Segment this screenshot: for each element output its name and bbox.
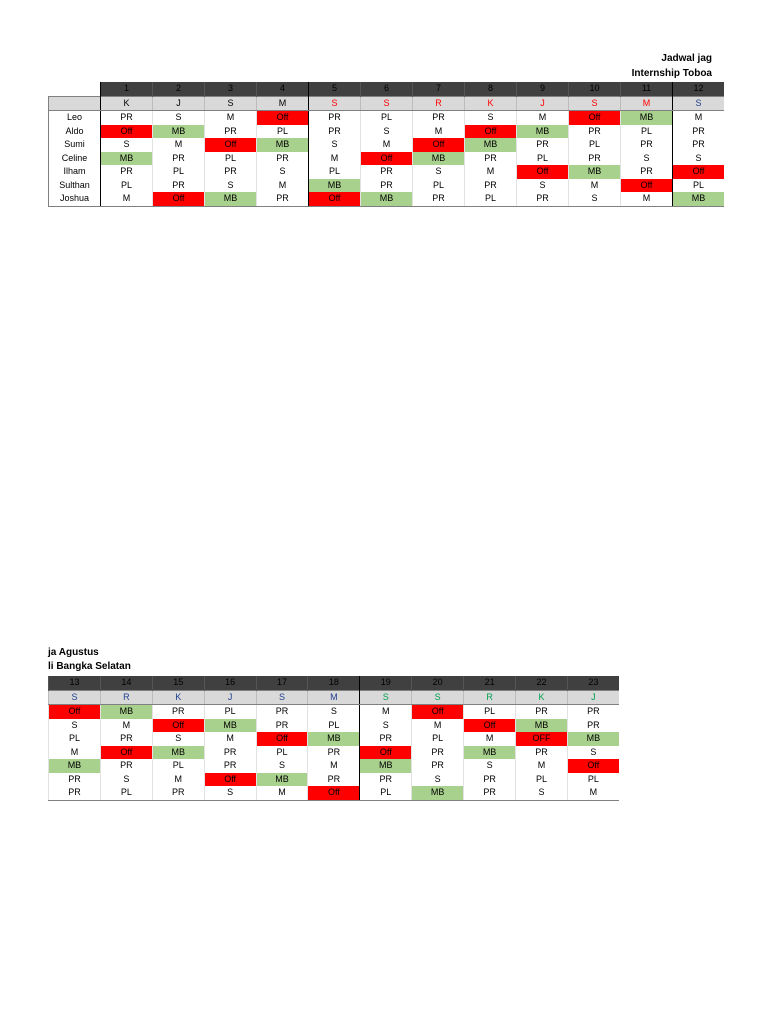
shift-cell[interactable]: S: [465, 111, 517, 125]
shift-cell[interactable]: PL: [257, 125, 309, 139]
shift-cell[interactable]: Off: [309, 192, 361, 206]
day-number-cell: 21: [464, 676, 516, 690]
shift-cell[interactable]: PR: [308, 773, 360, 787]
day-number-cell: 1: [101, 82, 153, 96]
shift-cell[interactable]: PR: [413, 111, 465, 125]
shift-cell[interactable]: PR: [464, 786, 516, 800]
day-number-cell: 15: [152, 676, 204, 690]
shift-cell[interactable]: S: [567, 746, 618, 760]
shift-cell[interactable]: PR: [516, 746, 568, 760]
shift-cell[interactable]: M: [361, 138, 413, 152]
shift-cell[interactable]: PR: [49, 773, 101, 787]
day-number-cell: 22: [516, 676, 568, 690]
shift-cell[interactable]: Off: [567, 759, 618, 773]
shift-cell[interactable]: M: [464, 732, 516, 746]
shift-cell[interactable]: S: [309, 138, 361, 152]
shift-cell[interactable]: PR: [361, 165, 413, 179]
shift-cell[interactable]: PR: [517, 138, 569, 152]
shift-cell[interactable]: M: [205, 111, 257, 125]
schedule-title-continued-line1: ja Agustus: [48, 647, 99, 658]
staff-name: Aldo: [49, 125, 101, 139]
staff-name: Leo: [49, 111, 101, 125]
shift-cell[interactable]: Off: [412, 705, 464, 719]
staff-row: [49, 111, 725, 125]
shift-cell[interactable]: M: [309, 152, 361, 166]
shift-cell[interactable]: S: [49, 719, 101, 733]
staff-row: [49, 786, 619, 800]
shift-cell[interactable]: S: [673, 152, 725, 166]
shift-cell[interactable]: MB: [517, 125, 569, 139]
day-number-cell: 16: [204, 676, 256, 690]
shift-cell[interactable]: PR: [361, 179, 413, 193]
shift-cell[interactable]: Off: [205, 138, 257, 152]
day-number-cell: 13: [49, 676, 101, 690]
schedule-table-part2: [48, 676, 619, 801]
shift-cell[interactable]: Off: [361, 152, 413, 166]
shift-cell[interactable]: PR: [569, 125, 621, 139]
shift-cell[interactable]: S: [412, 773, 464, 787]
shift-cell[interactable]: M: [49, 746, 101, 760]
shift-cell[interactable]: PL: [205, 152, 257, 166]
shift-cell[interactable]: S: [205, 179, 257, 193]
shift-cell[interactable]: PL: [256, 746, 308, 760]
shift-cell[interactable]: PR: [309, 111, 361, 125]
shift-cell[interactable]: Off: [360, 746, 412, 760]
day-number-row: [49, 676, 619, 690]
shift-cell[interactable]: MB: [465, 138, 517, 152]
shift-cell[interactable]: S: [464, 759, 516, 773]
shift-cell[interactable]: PL: [360, 786, 412, 800]
shift-cell[interactable]: S: [308, 705, 360, 719]
shift-cell[interactable]: S: [361, 125, 413, 139]
staff-name: Ilham: [49, 165, 101, 179]
shift-cell[interactable]: M: [517, 111, 569, 125]
day-number-cell: 7: [413, 82, 465, 96]
shift-cell[interactable]: MB: [100, 705, 152, 719]
shift-cell[interactable]: M: [621, 192, 673, 206]
shift-cell[interactable]: PL: [204, 705, 256, 719]
shift-cell[interactable]: M: [569, 179, 621, 193]
day-number-cell: 14: [100, 676, 152, 690]
shift-cell[interactable]: Off: [308, 786, 360, 800]
shift-cell[interactable]: MB: [153, 125, 205, 139]
staff-row: [49, 705, 619, 719]
weekday-cell: J: [204, 690, 256, 705]
schedule-title-continued-line2: li Bangka Selatan: [48, 661, 131, 672]
shift-cell[interactable]: PR: [465, 152, 517, 166]
shift-cell[interactable]: PR: [464, 773, 516, 787]
shift-cell[interactable]: PR: [100, 732, 152, 746]
shift-cell[interactable]: MB: [464, 746, 516, 760]
weekday-cell: K: [516, 690, 568, 705]
shift-cell[interactable]: PR: [49, 786, 101, 800]
shift-cell[interactable]: Off: [204, 773, 256, 787]
shift-cell[interactable]: S: [621, 152, 673, 166]
weekday-cell: S: [360, 690, 412, 705]
staff-row: [49, 773, 619, 787]
corner-cell: [49, 82, 101, 96]
shift-cell[interactable]: PR: [621, 165, 673, 179]
weekday-cell: S: [569, 96, 621, 111]
shift-cell[interactable]: PL: [309, 165, 361, 179]
shift-cell[interactable]: PR: [621, 138, 673, 152]
shift-cell[interactable]: S: [360, 719, 412, 733]
schedule-table-part1: [48, 82, 724, 207]
weekday-row: [49, 690, 619, 705]
shift-cell[interactable]: PL: [673, 179, 725, 193]
shift-cell[interactable]: M: [152, 773, 204, 787]
staff-name: Sumi: [49, 138, 101, 152]
shift-cell[interactable]: S: [153, 111, 205, 125]
shift-cell[interactable]: Off: [464, 719, 516, 733]
shift-cell[interactable]: MB: [567, 732, 618, 746]
weekday-cell: S: [49, 690, 101, 705]
shift-cell[interactable]: M: [100, 719, 152, 733]
weekday-cell: S: [205, 96, 257, 111]
shift-cell[interactable]: Off: [256, 732, 308, 746]
shift-cell[interactable]: MB: [360, 759, 412, 773]
weekday-cell: S: [256, 690, 308, 705]
shift-cell[interactable]: PR: [101, 111, 153, 125]
shift-cell[interactable]: S: [257, 165, 309, 179]
shift-cell[interactable]: S: [516, 786, 568, 800]
shift-cell[interactable]: PL: [464, 705, 516, 719]
weekday-cell: J: [153, 96, 205, 111]
shift-cell[interactable]: M: [465, 165, 517, 179]
shift-cell[interactable]: M: [204, 732, 256, 746]
shift-cell[interactable]: S: [101, 138, 153, 152]
day-number-cell: 19: [360, 676, 412, 690]
weekday-cell: M: [621, 96, 673, 111]
shift-cell[interactable]: S: [152, 732, 204, 746]
shift-cell[interactable]: PL: [101, 179, 153, 193]
day-number-cell: 2: [153, 82, 205, 96]
shift-cell[interactable]: Off: [152, 719, 204, 733]
shift-cell[interactable]: MB: [361, 192, 413, 206]
weekday-cell: S: [361, 96, 413, 111]
weekday-cell: J: [517, 96, 569, 111]
shift-cell[interactable]: PR: [153, 152, 205, 166]
shift-cell[interactable]: PR: [204, 746, 256, 760]
shift-cell[interactable]: MB: [49, 759, 101, 773]
shift-cell[interactable]: MB: [308, 732, 360, 746]
schedule-title-line1: Jadwal jag: [661, 53, 712, 64]
shift-cell[interactable]: PL: [100, 786, 152, 800]
shift-cell[interactable]: MB: [621, 111, 673, 125]
shift-cell[interactable]: OFF: [516, 732, 568, 746]
weekday-row: [49, 96, 725, 111]
shift-cell[interactable]: Off: [100, 746, 152, 760]
shift-cell[interactable]: PL: [517, 152, 569, 166]
shift-cell[interactable]: PL: [49, 732, 101, 746]
shift-cell[interactable]: PR: [360, 773, 412, 787]
shift-cell[interactable]: MB: [516, 719, 568, 733]
shift-cell[interactable]: MB: [205, 192, 257, 206]
weekday-cell: M: [257, 96, 309, 111]
shift-cell[interactable]: Off: [569, 111, 621, 125]
shift-cell[interactable]: M: [153, 138, 205, 152]
day-number-cell: 5: [309, 82, 361, 96]
shift-cell[interactable]: PR: [256, 705, 308, 719]
shift-cell[interactable]: PR: [100, 759, 152, 773]
shift-cell[interactable]: Off: [621, 179, 673, 193]
weekday-cell: S: [309, 96, 361, 111]
day-number-cell: 20: [412, 676, 464, 690]
weekday-cell: R: [413, 96, 465, 111]
shift-cell[interactable]: MB: [413, 152, 465, 166]
shift-cell[interactable]: MB: [569, 165, 621, 179]
weekday-cell: S: [412, 690, 464, 705]
staff-row: [49, 759, 619, 773]
shift-cell[interactable]: PR: [101, 165, 153, 179]
day-number-cell: 3: [205, 82, 257, 96]
shift-cell[interactable]: M: [257, 179, 309, 193]
shift-cell[interactable]: M: [101, 192, 153, 206]
shift-cell[interactable]: M: [516, 759, 568, 773]
shift-cell[interactable]: PR: [205, 125, 257, 139]
shift-cell[interactable]: PR: [413, 192, 465, 206]
shift-cell[interactable]: Off: [673, 165, 725, 179]
day-number-cell: 12: [673, 82, 725, 96]
shift-cell[interactable]: MB: [412, 786, 464, 800]
staff-row: [49, 179, 725, 193]
shift-cell[interactable]: S: [256, 759, 308, 773]
shift-cell[interactable]: MB: [673, 192, 725, 206]
shift-cell[interactable]: PR: [517, 192, 569, 206]
day-number-cell: 9: [517, 82, 569, 96]
shift-cell[interactable]: Off: [153, 192, 205, 206]
shift-cell[interactable]: S: [100, 773, 152, 787]
staff-row: [49, 746, 619, 760]
shift-cell[interactable]: M: [412, 719, 464, 733]
shift-cell[interactable]: Off: [517, 165, 569, 179]
shift-cell[interactable]: PR: [465, 179, 517, 193]
day-number-cell: 23: [567, 676, 618, 690]
shift-cell[interactable]: PR: [257, 152, 309, 166]
day-number-cell: 4: [257, 82, 309, 96]
shift-cell[interactable]: PR: [309, 125, 361, 139]
shift-cell[interactable]: PR: [256, 719, 308, 733]
shift-cell[interactable]: PR: [152, 786, 204, 800]
shift-cell[interactable]: Off: [413, 138, 465, 152]
shift-cell[interactable]: MB: [101, 152, 153, 166]
staff-row: [49, 732, 619, 746]
staff-row: [49, 192, 725, 206]
weekday-cell: R: [100, 690, 152, 705]
name-header-cell: [49, 96, 101, 111]
shift-cell[interactable]: PR: [204, 759, 256, 773]
shift-cell[interactable]: PL: [465, 192, 517, 206]
day-number-cell: 11: [621, 82, 673, 96]
day-number-row: [49, 82, 725, 96]
shift-cell[interactable]: MB: [309, 179, 361, 193]
shift-cell[interactable]: PL: [621, 125, 673, 139]
staff-row: [49, 719, 619, 733]
shift-cell[interactable]: MB: [204, 719, 256, 733]
day-number-cell: 17: [256, 676, 308, 690]
staff-name: Sulthan: [49, 179, 101, 193]
staff-name: Joshua: [49, 192, 101, 206]
shift-cell[interactable]: PR: [308, 746, 360, 760]
day-number-cell: 10: [569, 82, 621, 96]
weekday-cell: R: [464, 690, 516, 705]
day-number-cell: 18: [308, 676, 360, 690]
shift-cell[interactable]: MB: [257, 138, 309, 152]
shift-cell[interactable]: MB: [152, 746, 204, 760]
shift-cell[interactable]: Off: [257, 111, 309, 125]
shift-cell[interactable]: PR: [257, 192, 309, 206]
staff-name: Celine: [49, 152, 101, 166]
shift-cell[interactable]: M: [567, 786, 618, 800]
staff-row: [49, 152, 725, 166]
shift-cell[interactable]: M: [256, 786, 308, 800]
shift-cell[interactable]: MB: [256, 773, 308, 787]
staff-row: [49, 165, 725, 179]
weekday-cell: K: [152, 690, 204, 705]
shift-cell[interactable]: PR: [673, 125, 725, 139]
day-number-cell: 6: [361, 82, 413, 96]
weekday-cell: M: [308, 690, 360, 705]
shift-cell[interactable]: Off: [49, 705, 101, 719]
shift-cell[interactable]: PR: [205, 165, 257, 179]
shift-cell[interactable]: S: [413, 165, 465, 179]
shift-cell[interactable]: PR: [360, 732, 412, 746]
shift-cell[interactable]: PR: [412, 746, 464, 760]
shift-cell[interactable]: PR: [152, 705, 204, 719]
shift-cell[interactable]: PL: [153, 165, 205, 179]
shift-cell[interactable]: PR: [153, 179, 205, 193]
shift-cell[interactable]: Off: [101, 125, 153, 139]
day-number-cell: 8: [465, 82, 517, 96]
staff-row: [49, 125, 725, 139]
weekday-cell: S: [673, 96, 725, 111]
shift-cell[interactable]: PL: [412, 732, 464, 746]
shift-cell[interactable]: PL: [152, 759, 204, 773]
shift-cell[interactable]: PR: [516, 705, 568, 719]
shift-cell[interactable]: PL: [413, 179, 465, 193]
shift-cell[interactable]: PL: [516, 773, 568, 787]
shift-cell[interactable]: M: [308, 759, 360, 773]
staff-row: [49, 138, 725, 152]
shift-cell[interactable]: PR: [412, 759, 464, 773]
weekday-cell: J: [567, 690, 618, 705]
weekday-cell: K: [465, 96, 517, 111]
shift-cell[interactable]: PL: [569, 138, 621, 152]
shift-cell[interactable]: M: [413, 125, 465, 139]
shift-cell[interactable]: PR: [673, 138, 725, 152]
shift-cell[interactable]: PR: [567, 719, 618, 733]
shift-cell[interactable]: Off: [465, 125, 517, 139]
shift-cell[interactable]: S: [517, 179, 569, 193]
shift-cell[interactable]: M: [673, 111, 725, 125]
shift-cell[interactable]: S: [569, 192, 621, 206]
shift-cell[interactable]: S: [204, 786, 256, 800]
weekday-cell: K: [101, 96, 153, 111]
shift-cell[interactable]: PL: [361, 111, 413, 125]
shift-cell[interactable]: PL: [308, 719, 360, 733]
schedule-title-line2: Internship Toboa: [631, 68, 712, 79]
shift-cell[interactable]: M: [360, 705, 412, 719]
shift-cell[interactable]: PL: [567, 773, 618, 787]
shift-cell[interactable]: PR: [567, 705, 618, 719]
shift-cell[interactable]: PR: [569, 152, 621, 166]
